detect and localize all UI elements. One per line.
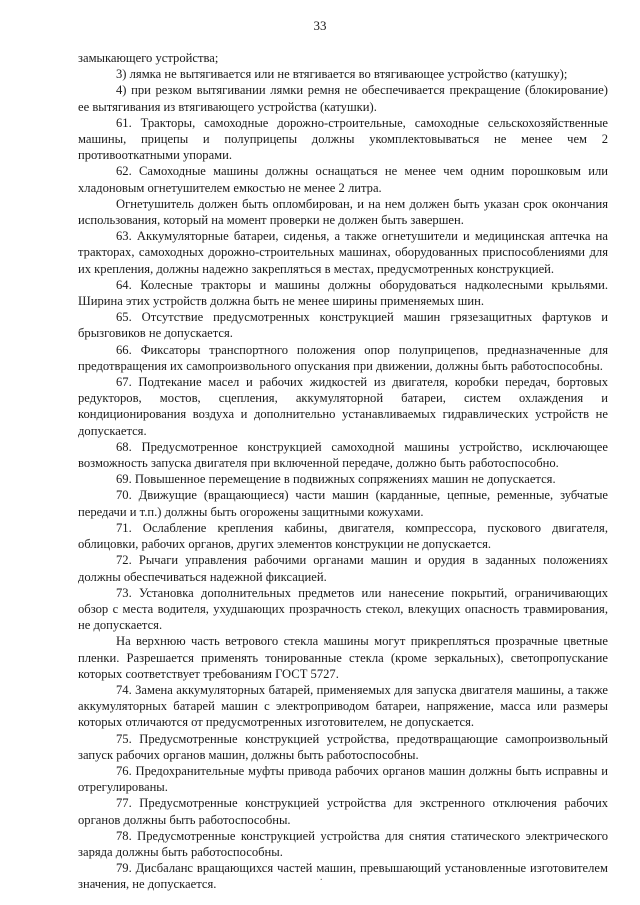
paragraph-62: 62. Самоходные машины должны оснащаться не менее чем одним порошковым или хладоновым огнетушителем емкостью не менее 2 литра. — [78, 164, 608, 195]
paragraph-69: 69. Повышенное перемещение в подвижных сопряжениях машин не допускается. — [116, 472, 556, 487]
paragraph-79: 79. Дисбаланс вращающихся частей машин, превышающий установленные изготовителем значения, не допускается. — [78, 861, 608, 892]
document-body — [78, 50, 608, 893]
paragraph-67: 67. Подтекание масел и рабочих жидкостей из двигателя, коробки передач, бортовых редукторов, мостов, сцепления, аккумуляторной батареи, систем охлаждения и кондиционирования воздуха и дополнительно устанавливаемых гидравлических устройств не допускается. — [78, 375, 608, 438]
paragraph-68: 68. Предусмотренное конструкцией самоходной машины устройство, исключающее возможность запуска двигателя при включенной передаче, должно быть работоспособно. — [78, 439, 608, 471]
paragraph-63: 63. Аккумуляторные батареи, сиденья, а также огнетушители и медицинская аптечка на тракторах, самоходных дорожно-строительных машинах, оборудованных приспособлениями для их крепления, должны надежно закрепляться в местах, предусмотренных конструкцией. — [78, 229, 608, 276]
paragraph-76: 76. Предохранительные муфты привода рабочих органов машин должны быть исправны и отрегулированы. — [78, 763, 608, 795]
paragraph-77: 77. Предусмотренные конструкцией устройства для экстренного отключения рабочих органов должны быть работоспособны. — [78, 796, 608, 827]
page-number: 33 — [313, 18, 327, 33]
page-footer-mark: . — [320, 872, 323, 883]
paragraph-62-extinguisher: Огнетушитель должен быть опломбирован, и на нем должен быть указан срок окончания использования, который на момент проверки не должен быть завершен. — [78, 196, 608, 228]
paragraph-73: 73. Установка дополнительных предметов или нанесение покрытий, ограничивающих обзор с места водителя, ухудшающих прозрачность стекол, влекущих опасность травмирования, не допускается. — [78, 585, 608, 633]
paragraph-continuation: замыкающего устройства; — [78, 51, 219, 65]
paragraph-61: 61. Тракторы, самоходные дорожно-строительные, самоходные сельскохозяйственные машины, прицепы и полуприцепы должны укомплектовываться не менее чем 2 противооткатными упорами. — [78, 115, 608, 163]
paragraph-70: 70. Движущие (вращающиеся) части машин (карданные, цепные, ременные, зубчатые передачи и т.п.) должны быть огорожены защитными кожухами. — [78, 488, 608, 519]
paragraph-71: 71. Ослабление крепления кабины, двигателя, компрессора, пускового двигателя, облицовки, рабочих органов, других элементов конструкции не допускается. — [78, 520, 608, 552]
paragraph-item-3: 3) лямка не вытягивается или не втягивается во втягивающее устройство (катушку); — [116, 67, 568, 82]
paragraph-item-4: 4) при резком вытягивании лямки ремня не обеспечивается прекращение (блокирование) ее вытягивания из втягивающего устройства (катушки). — [78, 83, 608, 114]
paragraph-72: 72. Рычаги управления рабочими органами машин и орудия в заданных положениях должны обеспечиваться надежной фиксацией. — [78, 553, 608, 584]
paragraph-66: 66. Фиксаторы транспортного положения опор полуприцепов, предназначенные для предотвращения их самопроизвольного опускания при движении, должны быть работоспособны. — [78, 342, 608, 373]
paragraph-78: 78. Предусмотренные конструкцией устройства для снятия статического электрического заряда должны быть работоспособны. — [78, 828, 608, 859]
paragraph-73-windshield: На верхнюю часть ветрового стекла машины могут прикрепляться прозрачные цветные пленки. Разрешается применять тонированные стекла (кроме зеркальных), светопропускание которых соответствует требованиям ГОСТ 5727. — [78, 634, 608, 681]
paragraph-74: 74. Замена аккумуляторных батарей, применяемых для запуска двигателя машины, а также аккумуляторных батарей машин с электроприводом батареи, напряжение, масса или размеры которых отличаются от предусмотренных изготовителем, не допускается. — [78, 682, 608, 730]
paragraph-75: 75. Предусмотренные конструкцией устройства, предотвращающие самопроизвольный запуск рабочих органов машин, должны быть работоспособны. — [78, 731, 608, 762]
paragraph-65: 65. Отсутствие предусмотренных конструкцией машин грязезащитных фартуков и брызговиков не допускается. — [78, 310, 608, 341]
paragraph-64: 64. Колесные тракторы и машины должны оборудоваться надколесными крыльями. Ширина этих устройств должна быть не менее ширины применяемых шин. — [78, 277, 608, 309]
